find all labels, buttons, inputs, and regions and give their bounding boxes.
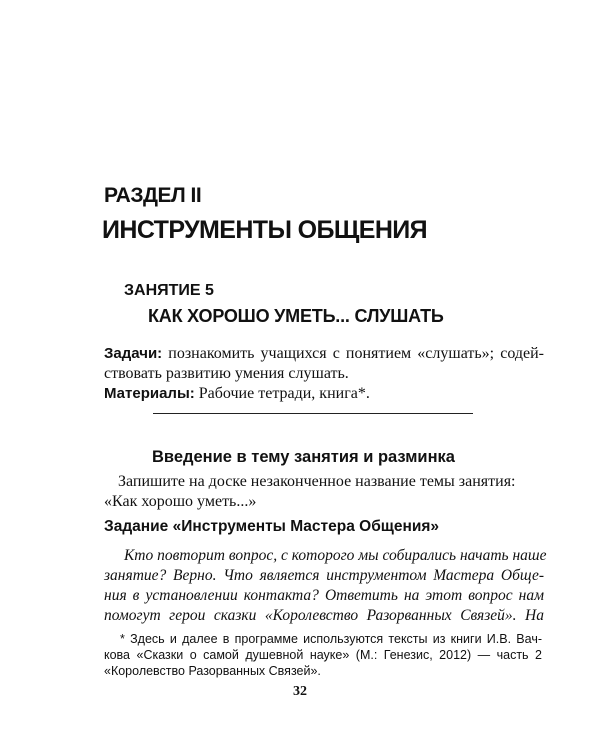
intro-heading: Введение в тему занятия и разминка [152,448,455,466]
page-number: 32 [293,684,307,699]
intro-line-2: «Как хорошо уметь...» [104,493,257,510]
tasks-line-1 [104,344,544,364]
materials-label: Материалы: [104,385,195,402]
intro-line-1: Запишите на доске незаконченное название темы занятия: [118,473,516,490]
task-heading: Задание «Инструменты Мастера Общения» [104,518,440,535]
task-line-3: ния в установлении контакта? Ответить на этот вопрос нам [104,587,544,604]
tasks-text-1: познакомить учащихся с понятием «слушать»; содей- [162,345,544,362]
lesson-label: ЗАНЯТИЕ 5 [124,282,214,299]
task-line-4: помогут герои сказки «Королевство Разорванных Связей». На [104,607,544,624]
tasks-label: Задачи: [104,345,163,362]
materials-line [104,384,544,404]
tasks-line-2: ствовать развитию умения слушать. [104,365,349,382]
footnote-line-1: * Здесь и далее в программе используются тексты из книги И.В. Вач- [120,632,542,646]
section-label: РАЗДЕЛ II [104,184,202,207]
footnote-line-2: кова «Сказки о самой душевной науке» (М.: Генезис, 2012) — часть 2 [104,648,542,662]
materials-text: Рабочие тетради, книга*. [194,385,370,402]
section-divider [153,413,473,414]
footnote-line-3: «Королевство Разорванных Связей». [104,664,321,678]
task-line-1: Кто повторит вопрос, с которого мы собирались начать наше [124,547,547,564]
lesson-title: КАК ХОРОШО УМЕТЬ... СЛУШАТЬ [148,306,444,326]
section-title: ИНСТРУМЕНТЫ ОБЩЕНИЯ [102,216,428,244]
task-line-2: занятие? Верно. Что является инструментом Мастера Обще- [104,567,544,584]
